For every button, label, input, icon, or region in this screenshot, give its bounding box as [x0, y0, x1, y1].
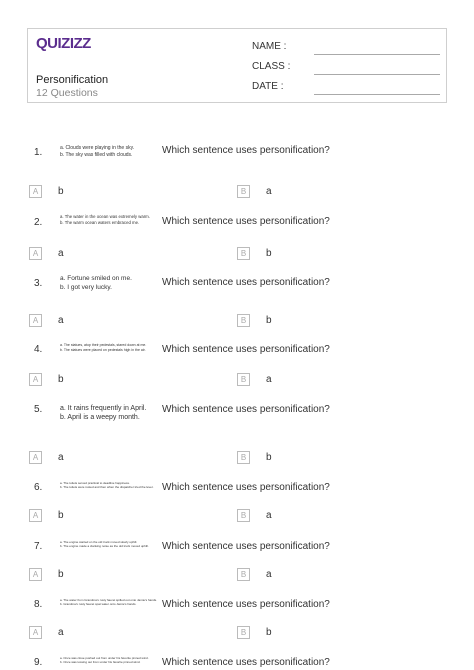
- answer-letter-box: A: [29, 185, 42, 198]
- question-number: 2.: [34, 217, 43, 228]
- answer-letter-box: A: [29, 451, 42, 464]
- question-options: [60, 481, 160, 489]
- quizizz-logo: QUIZIZZ: [36, 35, 91, 52]
- answer-letter-box: B: [237, 247, 250, 260]
- answer-letter-box: B: [237, 314, 250, 327]
- question-number: 3.: [34, 278, 43, 289]
- option-a: a. Fortune smiled on me.: [60, 275, 132, 282]
- class-label: CLASS :: [252, 61, 291, 72]
- answer-letter-box: B: [237, 568, 250, 581]
- question-number: 8.: [34, 599, 43, 610]
- option-a: a. The engine started on the old truck moved slowly uphill.: [60, 540, 138, 544]
- question-number: 4.: [34, 344, 43, 355]
- answer-value: b: [58, 186, 64, 197]
- question-number: 7.: [34, 541, 43, 552]
- worksheet-title: Personification: [36, 74, 109, 86]
- answer-value: a: [58, 248, 64, 259]
- name-label: NAME :: [252, 41, 287, 52]
- answer-value: a: [266, 510, 272, 521]
- option-b: b. Once was tossing out from under his favorite pinned wind.: [60, 660, 141, 665]
- answer-letter-box: A: [29, 247, 42, 260]
- class-field[interactable]: [252, 61, 442, 75]
- answer-value: b: [266, 248, 272, 259]
- date-label: DATE :: [252, 81, 284, 92]
- question-options: [60, 343, 160, 352]
- option-b: b. The warm ocean waters embraced me.: [60, 219, 140, 225]
- question-number: 1.: [34, 147, 43, 158]
- question-options: [60, 214, 160, 226]
- answer-letter-box: B: [237, 373, 250, 386]
- question-text: Which sentence uses personification?: [162, 657, 330, 668]
- question-text: Which sentence uses personification?: [162, 404, 330, 415]
- answer-letter-box: A: [29, 626, 42, 639]
- question-options: [60, 598, 160, 606]
- question-options: [60, 540, 160, 548]
- question-text: Which sentence uses personification?: [162, 599, 330, 610]
- option-a: a. The water in the ocean was extremely warm.: [60, 214, 150, 219]
- answer-value: a: [58, 627, 64, 638]
- question-text: Which sentence uses personification?: [162, 277, 330, 288]
- answer-value: a: [266, 374, 272, 385]
- question-number: 5.: [34, 404, 43, 415]
- option-a: a. It rains frequently in April.: [60, 405, 147, 412]
- question-options: [60, 404, 160, 423]
- answer-letter-box: B: [237, 451, 250, 464]
- answer-letter-box: A: [29, 314, 42, 327]
- answer-letter-box: B: [237, 626, 250, 639]
- question-count: 12 Questions: [36, 87, 98, 99]
- question-options: [60, 656, 160, 664]
- option-b: b. The engine made a clanking noise as the old truck moved uphill.: [60, 544, 149, 549]
- option-b: b. The statues were placed on pedestals high in the air.: [60, 347, 146, 352]
- answer-value: a: [266, 569, 272, 580]
- question-number: 9.: [34, 657, 43, 668]
- answer-value: a: [58, 315, 64, 326]
- answer-value: a: [58, 452, 64, 463]
- question-options: [60, 275, 160, 293]
- option-b: b. Grandma's rusty faucet spat water onto Jamie's hands.: [60, 602, 137, 607]
- answer-letter-box: A: [29, 509, 42, 522]
- question-options: [60, 145, 160, 159]
- answer-letter-box: B: [237, 185, 250, 198]
- answer-value: b: [266, 452, 272, 463]
- option-a: a. The water from Grandma's rusty faucet spilled out onto Jamie's hands.: [60, 598, 157, 602]
- name-field[interactable]: [252, 41, 442, 55]
- option-a: a. Once was close pushed out from under his favorite pinned wind.: [60, 656, 149, 660]
- option-b: b. I got very lucky.: [60, 283, 112, 291]
- option-a: a. The statues, atop their pedestals, stared down at me.: [60, 343, 147, 347]
- option-a: a. The toilets served practical to deadline happiness.: [60, 481, 130, 485]
- answer-value: b: [58, 510, 64, 521]
- answer-letter-box: A: [29, 373, 42, 386]
- answer-letter-box: A: [29, 568, 42, 581]
- question-text: Which sentence uses personification?: [162, 145, 330, 156]
- answer-letter-box: B: [237, 509, 250, 522]
- name-line: [314, 54, 440, 55]
- question-text: Which sentence uses personification?: [162, 482, 330, 493]
- question-text: Which sentence uses personification?: [162, 541, 330, 552]
- question-number: 6.: [34, 482, 43, 493]
- answer-value: b: [266, 315, 272, 326]
- date-field[interactable]: [252, 81, 442, 95]
- option-a: a. Clouds were playing in the sky.: [60, 145, 135, 151]
- date-line: [314, 94, 440, 95]
- question-text: Which sentence uses personification?: [162, 216, 330, 227]
- answer-value: b: [58, 569, 64, 580]
- worksheet-header: [27, 28, 447, 103]
- answer-value: b: [266, 627, 272, 638]
- option-b: b. April is a weepy month.: [60, 414, 140, 422]
- answer-value: b: [58, 374, 64, 385]
- answer-value: a: [266, 186, 272, 197]
- class-line: [314, 74, 440, 75]
- option-b: b. The toilets were rusted and then when the dispatcher tried the lever.: [60, 485, 154, 490]
- option-b: b. The sky was filled with clouds.: [60, 151, 133, 158]
- question-text: Which sentence uses personification?: [162, 344, 330, 355]
